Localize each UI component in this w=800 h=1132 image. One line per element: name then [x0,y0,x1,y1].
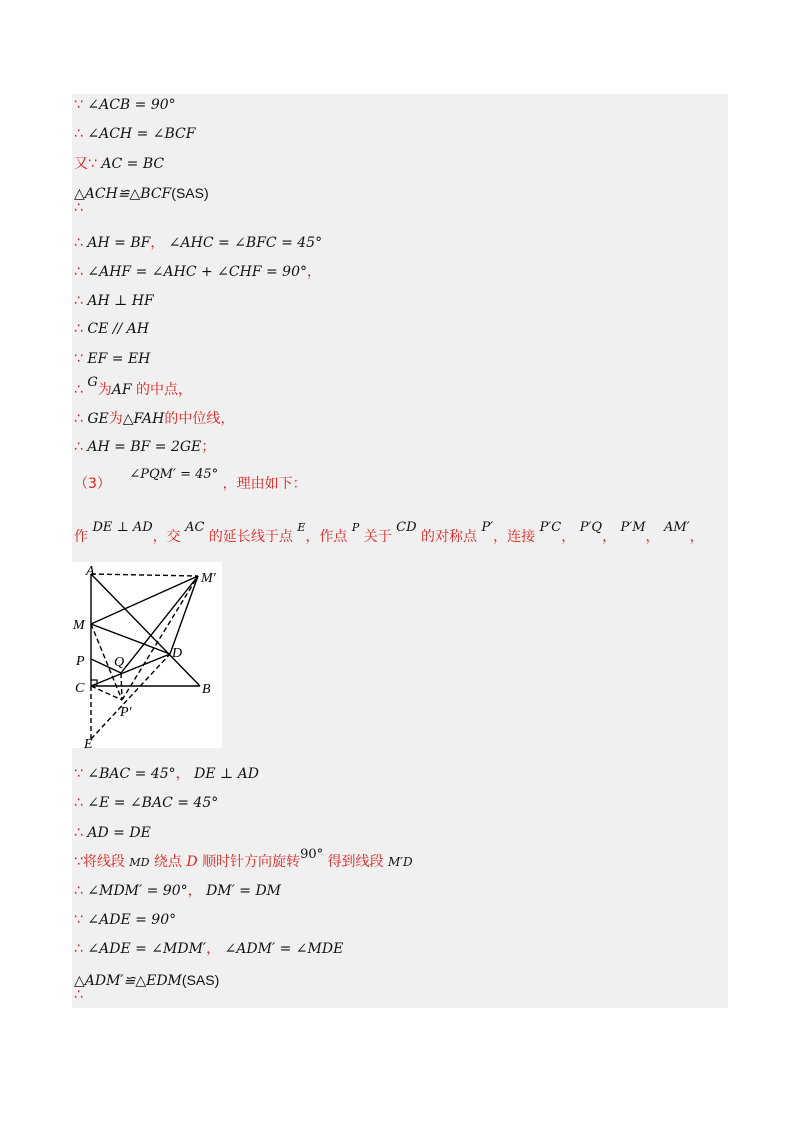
math-paren: (SAS) [171,185,209,201]
math-expr: EF = EH [87,351,151,367]
line-13 [74,467,307,494]
math-expr: ∠ADE = 90° [87,912,177,928]
therefore-symbol: ∴ [74,411,83,427]
math-expr: ∠PQM′ = 45° [129,467,219,482]
line-6 [74,263,321,281]
part-number: （3） [74,476,111,492]
line-17 [74,824,151,842]
segment-MMprime [91,576,198,624]
math-expr: D [186,854,198,870]
text: ，理由如下： [222,476,307,492]
line-7 [74,292,154,310]
math-expr: AH = BF [87,235,151,251]
line-12 [74,438,215,456]
geometry-diagram [72,562,222,748]
math-expr: DE ⊥ AD [194,766,259,782]
math-expr: ∠ADE = ∠MDM′ [87,941,207,957]
text: 得到线段 [327,854,384,870]
therefore-symbol: ∴ [74,825,83,841]
line-22-symbol [74,986,83,1004]
therefore-symbol: ∴ [74,200,83,216]
text: ， [689,529,704,545]
math-expr: P [351,521,360,534]
therefore-symbol: ∴ [74,321,83,337]
text: ，连接 [493,529,536,545]
line-21 [74,940,343,958]
math-expr: AC [185,520,205,535]
text: 为 [97,382,112,398]
because-symbol: ∵ [74,912,83,928]
line-20 [74,911,176,929]
line-1 [74,96,176,114]
geometry-figure [72,562,222,748]
therefore-symbol: ∴ [74,987,83,1003]
math-expr: ∠ADM′ = ∠MDE [224,941,344,957]
math-paren: (SAS) [181,972,220,988]
comma: ， [175,766,190,782]
text: ，作点 [305,529,348,545]
math-expr: P′Q [579,520,603,535]
line-3 [74,155,164,173]
therefore-symbol: ∴ [74,293,83,309]
therefore-symbol: ∴ [74,883,83,899]
text: 的对称点 [421,529,477,545]
math-expr: DE ⊥ AD [92,520,153,535]
therefore-symbol: ∴ [74,439,83,455]
label-P: P [76,654,85,669]
label-D: D [172,646,183,661]
therefore-symbol: ∴ [74,235,83,251]
segment-PprimeMprime [122,576,198,700]
math-expr: MD [129,856,150,869]
therefore-symbol: ∴ [74,126,83,142]
math-expr: G [87,375,98,390]
label-Q: Q [114,655,125,670]
label-M: M [73,618,85,633]
math-expr: △ACH≌△BCF [74,186,172,202]
text: 作 [74,529,88,545]
math-expr: P′C [539,520,562,535]
text: 的中位线， [164,411,235,427]
math-expr: P′M [620,520,646,535]
line-4 [74,184,209,203]
line-11 [74,410,234,428]
segment-MD [91,624,170,654]
comma: ， [187,883,202,899]
label-C: C [75,681,85,696]
math-expr: ∠AHF = ∠AHC + ∠CHF = 90° [87,264,307,280]
line-14 [74,520,704,547]
comma: ， [306,264,321,280]
comma: ， [206,941,221,957]
math-expr: GE [87,411,109,427]
math-expr: ∠ACB = 90° [87,97,176,113]
math-expr: AC = BC [101,156,165,172]
text: 关于 [363,529,392,545]
line-19 [74,882,281,900]
text: ， [602,529,617,545]
text: 为 [108,411,123,427]
text: ； [201,439,216,455]
segment-CD [91,654,170,686]
because-symbol: ∵ [74,854,83,870]
segment-ED [91,654,170,739]
math-expr: ∠MDM′ = 90° [87,883,188,899]
because-symbol: ∵ [74,351,83,367]
therefore-symbol: ∴ [74,941,83,957]
therefore-symbol: ∴ [74,795,83,811]
text: ， [561,529,576,545]
math-expr: AF [111,382,132,398]
line-5 [74,234,322,252]
line-10 [74,375,193,400]
math-expr: AD = DE [87,825,151,841]
because-symbol: ∵ [74,766,83,782]
math-expr: E [297,521,306,534]
text: 绕点 [153,854,182,870]
label-A: A [86,564,95,579]
text: ，交 [152,529,181,545]
math-expr: CE // AH [87,321,149,337]
line-4-symbol [74,199,83,217]
text: ， [645,529,660,545]
label-Pprime: P′ [120,705,132,720]
math-expr: AM′ [664,520,690,535]
math-expr: CD [396,520,417,535]
text: 的中点， [136,382,193,398]
math-expr: DM′ = DM [206,883,282,899]
label-Mprime: M′ [201,571,216,586]
label-B: B [202,682,211,697]
segment-CPprime [91,686,122,700]
math-expr: P′ [481,520,494,535]
line-8 [74,320,149,338]
text-you: 又 [74,156,88,172]
line-22 [74,971,219,990]
label-E: E [84,737,93,748]
line-9 [74,350,150,368]
because-symbol: ∵ [74,97,83,113]
math-expr: △FAH [122,411,165,427]
math-expr: AH ⊥ HF [87,293,154,309]
math-expr: AH = BF = 2GE [87,439,202,455]
text: 的延长线于点 [208,529,293,545]
text: 顺时针方向旋转 [202,854,301,870]
math-expr: ∠BAC = 45° [87,766,176,782]
segment-AMprime [91,574,198,576]
math-expr: ∠AHC = ∠BFC = 45° [168,235,323,251]
therefore-symbol: ∴ [74,382,83,398]
math-expr: 90° [300,847,324,862]
line-2 [74,125,195,143]
line-15 [74,765,259,783]
text: 将线段 [82,854,125,870]
line-16 [74,794,218,812]
math-expr: ∠E = ∠BAC = 45° [87,795,219,811]
comma: ， [150,235,165,251]
math-expr: M′D [388,855,413,869]
therefore-symbol: ∴ [74,264,83,280]
math-expr: △ADM′≌△EDM [74,973,182,989]
math-expr: ∠ACH = ∠BCF [87,126,196,142]
line-18 [74,847,413,872]
because-symbol: ∵ [88,156,97,172]
